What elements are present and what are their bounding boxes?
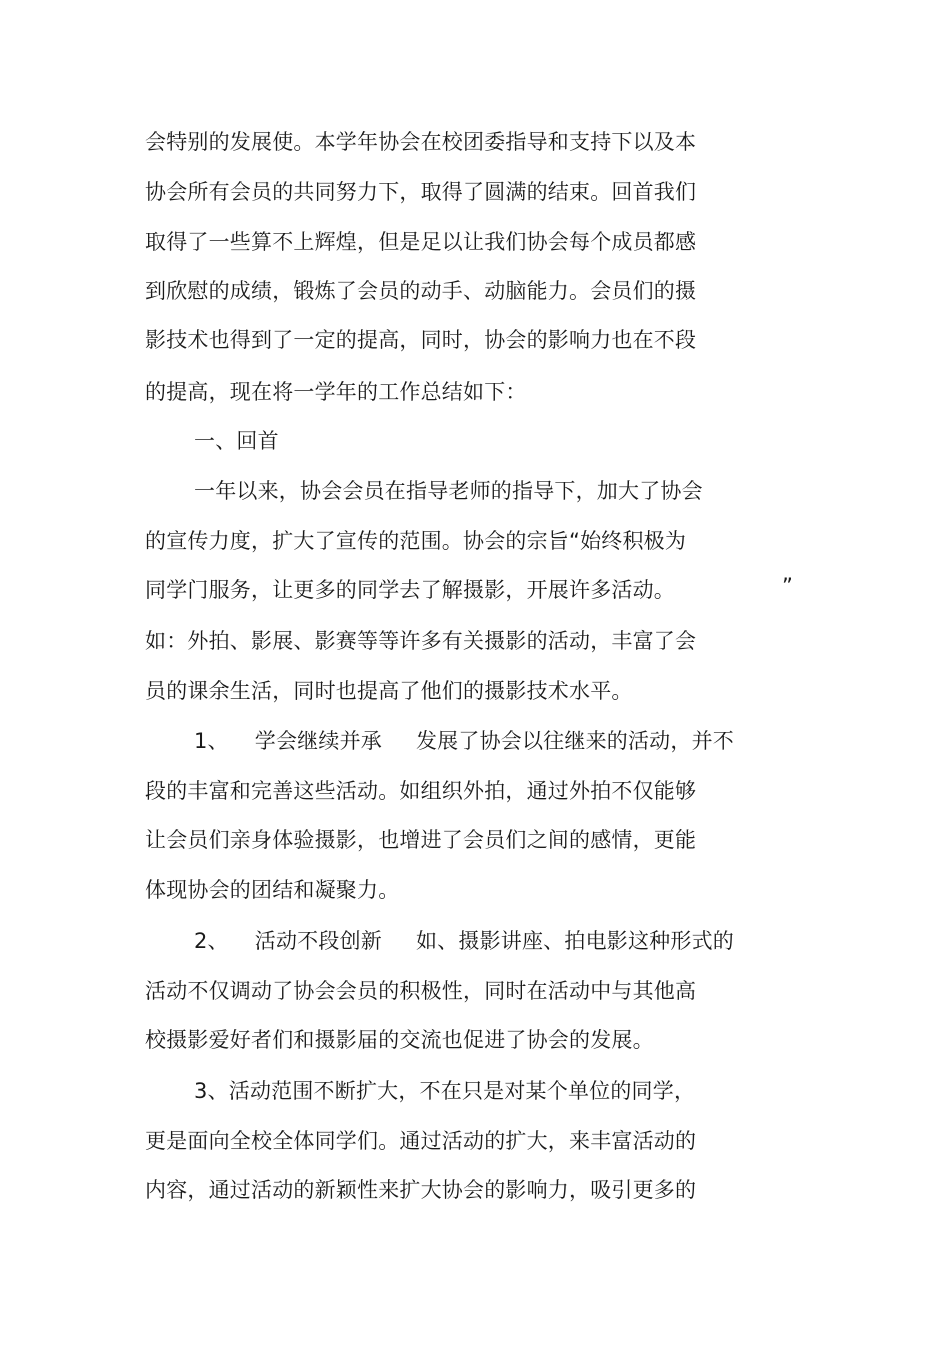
item1-line-2: 段的丰富和完善这些活动。如组织外拍，通过外拍不仅能够 xyxy=(145,779,697,803)
para1-line-2: 的宣传力度，扩大了宣传的范围。协会的宗旨“始终积极为 xyxy=(145,529,687,553)
para1-line-4: 如：外拍、影展、影赛等等许多有关摄影的活动，丰富了会 xyxy=(145,629,697,653)
intro-line-4: 到欣慰的成绩，锻炼了会员的动手、动脑能力。会员们的摄 xyxy=(145,279,697,303)
item2-text: 如、摄影讲座、拍电影这种形式的 xyxy=(415,929,734,953)
item1-number: 1、 xyxy=(194,729,229,753)
intro-line-2: 协会所有会员的共同努力下，取得了圆满的结束。回首我们 xyxy=(145,180,697,204)
item1-line-4: 体现协会的团结和凝聚力。 xyxy=(145,878,400,902)
item1-text: 发展了协会以往继来的活动，并不 xyxy=(415,729,734,753)
item3-line-3: 内容，通过活动的新颖性来扩大协会的影响力，吸引更多的 xyxy=(145,1178,697,1202)
item1-first-line xyxy=(194,726,734,756)
item2-line-3: 校摄影爱好者们和摄影届的交流也促进了协会的发展。 xyxy=(145,1028,654,1052)
para1-close-quote: ” xyxy=(782,574,794,598)
intro-line-1: 会特别的发展使。本学年协会在校团委指导和支持下以及本 xyxy=(145,130,697,154)
intro-line-6: 的提高，现在将一学年的工作总结如下： xyxy=(145,380,527,404)
intro-line-5: 影技术也得到了一定的提高，同时，协会的影响力也在不段 xyxy=(145,328,697,352)
item3-first-line: 3、活动范围不断扩大，不在只是对某个单位的同学， xyxy=(194,1079,696,1103)
item3-line-2: 更是面向全校全体同学们。通过活动的扩大，来丰富活动的 xyxy=(145,1129,697,1153)
item2-first-line xyxy=(194,926,734,956)
item1-title: 学会继续并承 xyxy=(254,729,382,753)
intro-line-3: 取得了一些算不上辉煌，但是足以让我们协会每个成员都感 xyxy=(145,230,697,254)
item2-number: 2、 xyxy=(194,929,229,953)
para1-line-5: 员的课余生活，同时也提高了他们的摄影技术水平。 xyxy=(145,679,633,703)
item1-line-3: 让会员们亲身体验摄影，也增进了会员们之间的感情，更能 xyxy=(145,828,697,852)
para1-line-3: 同学门服务，让更多的同学去了解摄影，开展许多活动。 xyxy=(145,578,675,602)
item2-line-2: 活动不仅调动了协会会员的积极性，同时在活动中与其他高 xyxy=(145,979,697,1003)
item2-title: 活动不段创新 xyxy=(254,929,382,953)
para1-line-1: 一年以来，协会会员在指导老师的指导下，加大了协会 xyxy=(194,479,703,503)
section-heading: 一、回首 xyxy=(194,429,279,453)
